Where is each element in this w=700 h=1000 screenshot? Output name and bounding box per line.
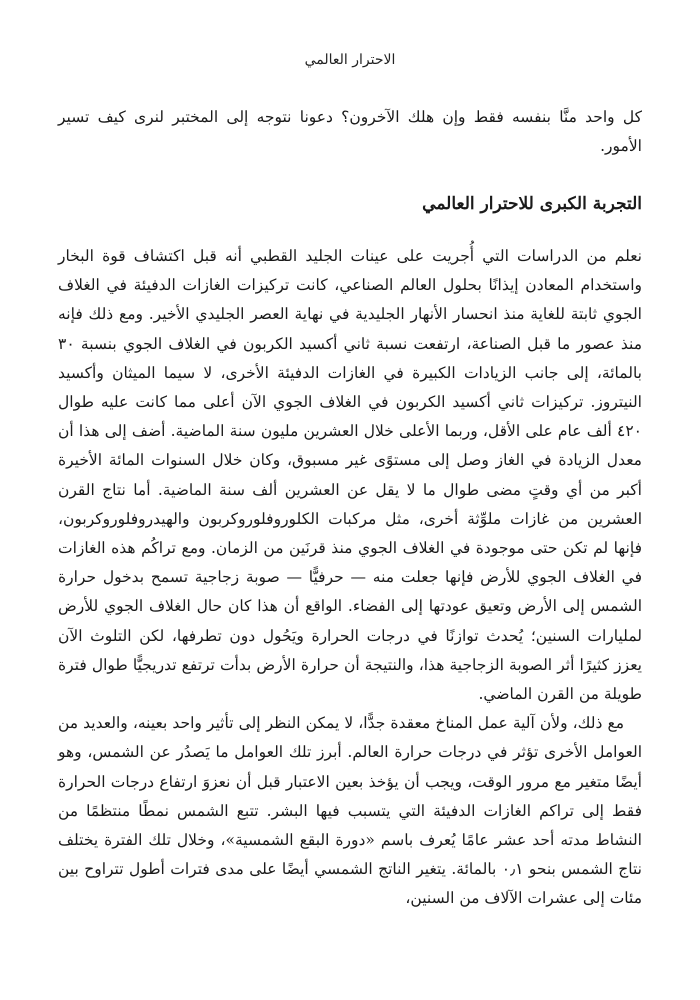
intro-paragraph: كل واحد منَّا بنفسه فقط وإن هلك الآخرون؟ دعونا نتوجه إلى المختبر لنرى كيف تسير الأمور.: [58, 108, 642, 155]
running-header: الاحترار العالمي: [304, 52, 396, 68]
body-paragraph-2: مع ذلك، ولأن آلية عمل المناخ معقدة جدًّا، لا يمكن النظر إلى تأثير واحد بعينه، والعديد من العوامل الأخرى تؤثر في درجات حرارة العالم. أبرز تلك العوامل ما يَصدُر عن الشمس، وهو أيضًا متغير مع مرور الوقت، ويجب أن يؤخذ بعين الاعتبار قبل أن نعزوَ ارتفاع درجات الحرارة فقط إلى تراكم الغازات الدفيئة التي يتسبب فيها البشر. تتبع الشمس نمطًا منتظمًا من النشاط مدته أحد عشر عامًا يُعرف باسم «دورة البقع الشمسية»، وخلال تلك الفترة يختلف نتاج الشمس بنحو ٠٫١ بالمائة. يتغير الناتج الشمسي أيضًا على مدى فترات أطول تتراوح بين مئات إلى عشرات الآلاف من السنين،: [58, 714, 643, 908]
section-title: التجربة الكبرى للاحترار العالمي: [422, 194, 642, 214]
intro-section: [58, 103, 642, 161]
section-body: [58, 242, 642, 914]
body-paragraph-1: نعلم من الدراسات التي أُجريت على عينات الجليد القطبي أنه قبل اكتشاف قوة البخار واستخدام المعادن إيذانًا بحلول العالم الصناعي، كانت تركيزات الغازات الدفيئة في الغلاف الجوي ثابتة للغاية منذ انحسار الأنهار الجليدية في نهاية العصر الجليدي الأخير. ومع ذلك فإنه منذ عصور ما قبل الصناعة، ارتفعت نسبة ثاني أكسيد الكربون في الغلاف الجوي بنسبة ٣٠ بالمائة، إلى جانب الزيادات الكبيرة في الغازات الدفيئة الأخرى، لا سيما الميثان وأكسيد النيتروز. تركيزات ثاني أكسيد الكربون في الغلاف الجوي الآن أعلى مما كانت عليه طوال ٤٢٠ ألف عام على الأقل، وربما الأعلى خلال العشرين مليون سنة الماضية. أضف إلى هذا أن معدل الزيادة في الغاز وصل إلى مستوًى غير مسبوق، وكان خلال السنوات المائة الأخيرة أكبر من أي وقتٍ مضى طوال ما لا يقل عن العشرين ألف سنة الماضية. أما نتاج القرن العشرين من غازات ملوِّثة أخرى، مثل مركبات الكلوروفلوروكربون والهيدروفلوروكربون، فإنها لم تكن حتى موجودة في الغلاف الجوي منذ قرنَين من الزمان. ومع تراكُم هذه الغازات في الغلاف الجوي للأرض فإنها جعلت منه — حرفيًّا — صوبة زجاجية تسمح بدخول حرارة الشمس إلى الأرض وتعيق عودتها إلى الفضاء. الواقع أن هذا كان حال الغلاف الجوي للأرض لمليارات السنين؛ يُحدث توازنًا في درجات الحرارة ويَحُول دون تطرفها، لكن التلوث الآن يعزز كثيرًا أثر الصوبة الزجاجية هذا، والنتيجة أن حرارة الأرض بدأت ترتفع تدريجيًّا طوال فترة طويلة من القرن الماضي.: [58, 247, 642, 704]
